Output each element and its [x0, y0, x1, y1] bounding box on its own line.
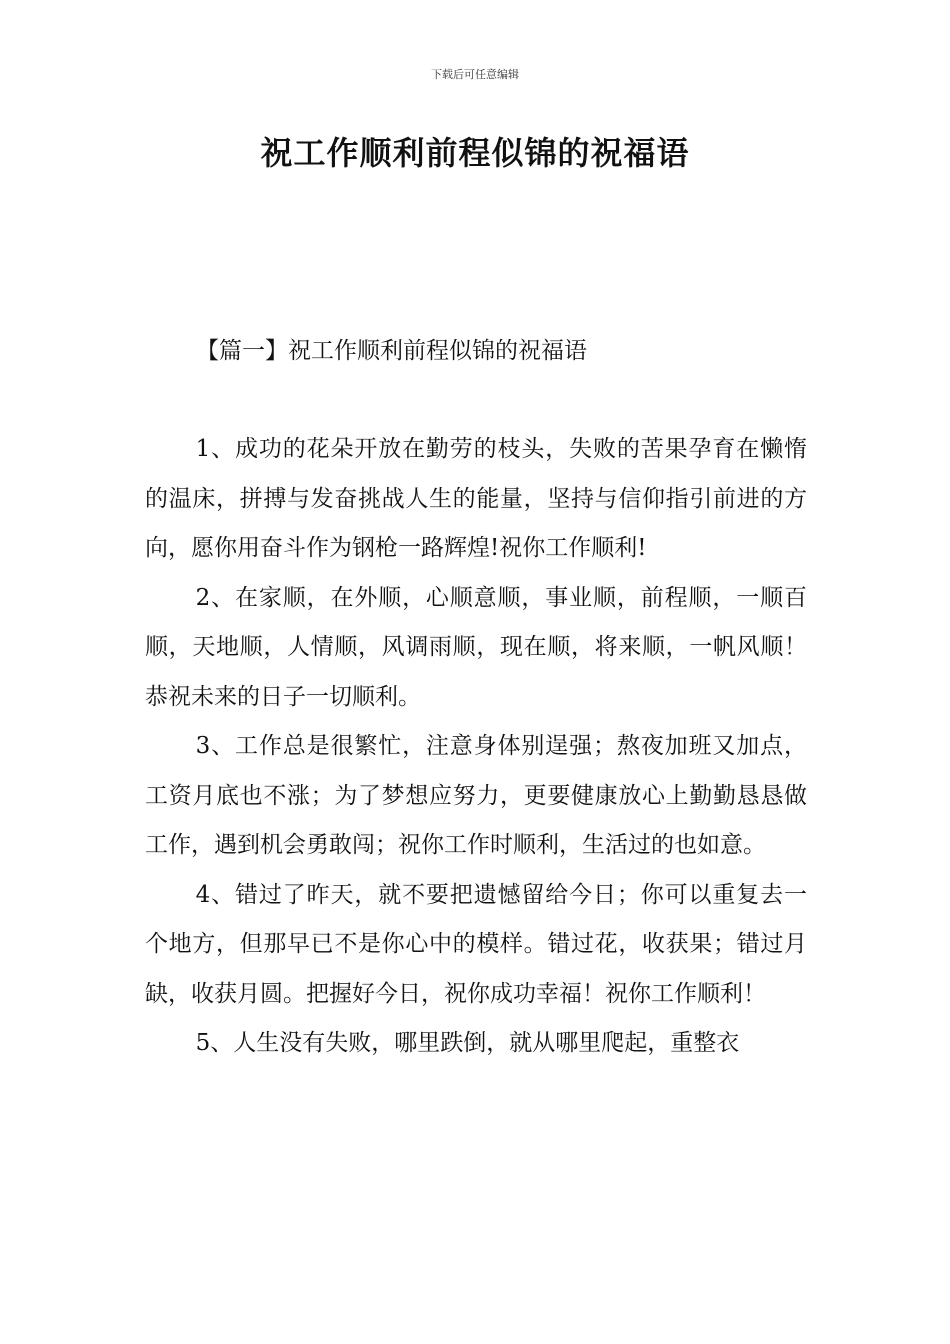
paragraph-5: 5、人生没有失败，哪里跌倒，就从哪里爬起，重整衣 — [195, 1030, 740, 1056]
paragraph-4: 4、错过了昨天，就不要把遗憾留给今日；你可以重复去一个地方，但那早已不是你心中的模样。错过花，收获果；错过月缺，收获月圆。把握好今日，祝你成功幸福！祝你工作顺利！ — [145, 881, 807, 1007]
header-note: 下载后可任意编辑 — [431, 68, 519, 81]
paragraph-1: 1、成功的花朵开放在勤劳的枝头，失败的苦果孕育在懒惰的温床，拼搏与发奋挑战人生的能量，坚持与信仰指引前进的方向，愿你用奋斗作为钢枪一路辉煌!祝你工作顺利! — [145, 436, 807, 561]
document-title: 祝工作顺利前程似锦的祝福语 — [260, 134, 690, 172]
paragraph-2: 2、在家顺，在外顺，心顺意顺，事业顺，前程顺，一顺百顺，天地顺，人情顺，风调雨顺，现在顺，将来顺，一帆风顺！恭祝未来的日子一切顺利。 — [145, 584, 807, 710]
section-heading: 【篇一】祝工作顺利前程似锦的祝福语 — [196, 338, 587, 364]
document-body — [145, 425, 807, 1069]
paragraph-3: 3、工作总是很繁忙，注意身体别逞强；熬夜加班又加点，工资月底也不涨；为了梦想应努力，更要健康放心上勤勤恳恳做工作，遇到机会勇敢闯；祝你工作时顺利，生活过的也如意。 — [145, 733, 807, 858]
